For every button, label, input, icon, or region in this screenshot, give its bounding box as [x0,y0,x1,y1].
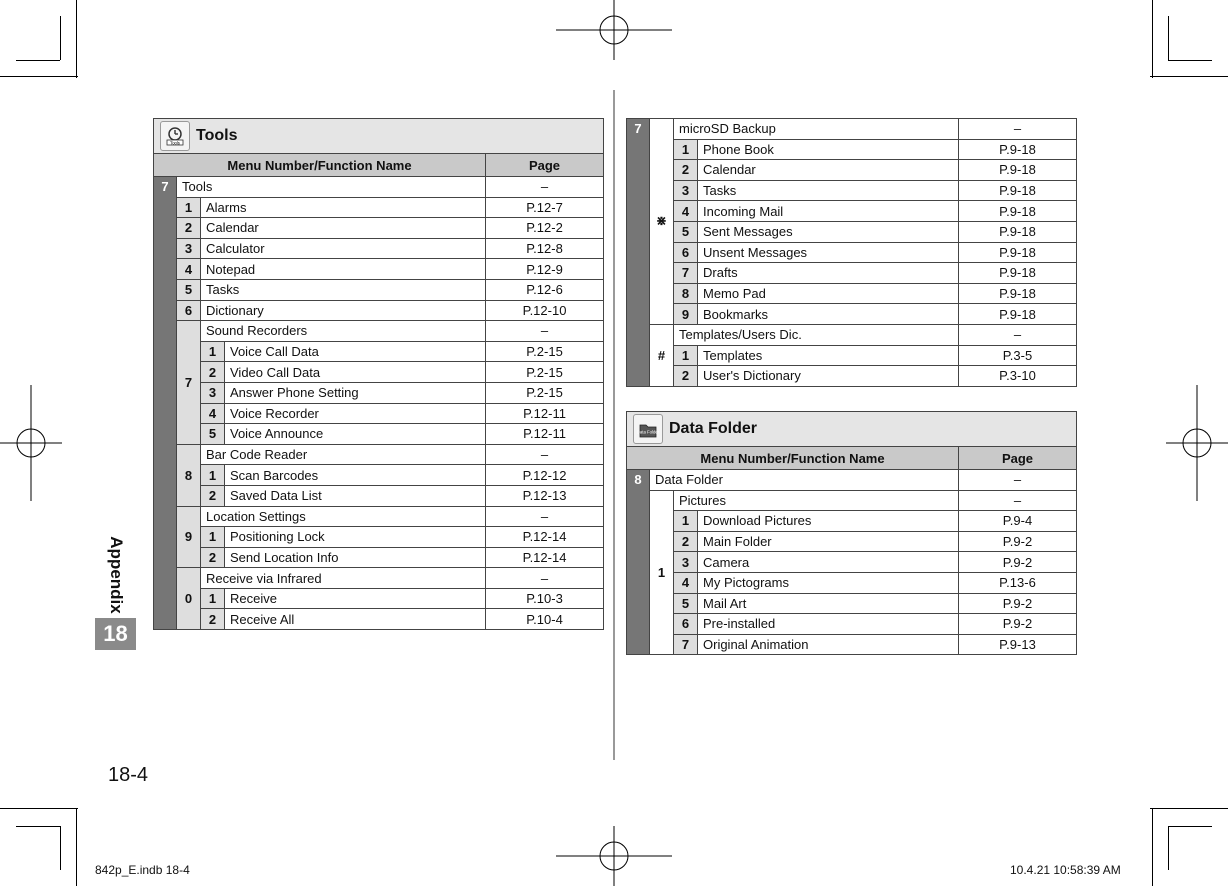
page-ref: P.12-13 [486,485,604,506]
page-ref: P.9-13 [959,634,1077,655]
menu-label: Receive All [225,609,486,630]
table-row [627,139,1077,160]
table-row [154,424,604,445]
page-ref: P.9-2 [959,614,1077,635]
table-row [154,547,604,568]
table-row [154,382,604,403]
page-ref: P.12-8 [486,238,604,259]
page-ref: P.9-2 [959,552,1077,573]
footer-file: 842p_E.indb 18-4 [95,863,190,877]
menu-number: 2 [201,362,225,383]
menu-number: 8 [177,444,201,506]
table-row [627,304,1077,325]
col-name-header: Menu Number/Function Name [627,447,959,470]
page-ref: – [959,119,1077,140]
table-row [154,177,604,198]
table-row [627,490,1077,511]
menu-label: Camera [698,552,959,573]
page-ref: P.2-15 [486,382,604,403]
page-ref: P.12-2 [486,218,604,239]
menu-label: Answer Phone Setting [225,382,486,403]
page-ref: P.9-18 [959,304,1077,325]
table-row [627,263,1077,284]
page-ref: P.3-10 [959,366,1077,387]
page-ref: P.9-18 [959,139,1077,160]
menu-label: Sound Recorders [201,321,486,342]
menu-number: 1 [674,511,698,532]
menu-label: Bar Code Reader [201,444,486,465]
menu-label: Unsent Messages [698,242,959,263]
table-row [154,485,604,506]
menu-number: 7 [627,119,650,387]
menu-number: 4 [177,259,201,280]
page-ref: P.12-9 [486,259,604,280]
table-row [154,362,604,383]
menu-number: 2 [201,547,225,568]
menu-label: Saved Data List [225,485,486,506]
menu-number: 1 [674,345,698,366]
menu-label: Calculator [201,238,486,259]
page-ref: P.9-18 [959,160,1077,181]
chapter-number: 18 [95,618,136,650]
table-row [154,279,604,300]
menu-label: User's Dictionary [698,366,959,387]
page-ref: P.10-3 [486,588,604,609]
page-ref: – [486,444,604,465]
col-page-header: Page [486,154,604,177]
table-row [627,324,1077,345]
page-ref: P.9-18 [959,242,1077,263]
menu-label: Bookmarks [698,304,959,325]
page-ref: P.12-14 [486,527,604,548]
page-ref: P.12-14 [486,547,604,568]
menu-label: Sent Messages [698,221,959,242]
data-folder-table [626,411,1077,655]
menu-number: 1 [201,465,225,486]
table-row [627,221,1077,242]
menu-label: Data Folder [650,470,959,491]
menu-label: My Pictograms [698,572,959,593]
table-row [627,552,1077,573]
menu-label: Drafts [698,263,959,284]
data-folder-title: Data Folder [669,420,758,437]
page-ref: P.9-18 [959,201,1077,222]
page-ref: P.3-5 [959,345,1077,366]
menu-number: 5 [674,593,698,614]
table-row [154,259,604,280]
menu-number: 6 [177,300,201,321]
table-row [627,531,1077,552]
table-row [154,609,604,630]
menu-number: 2 [674,160,698,181]
page-ref: P.10-4 [486,609,604,630]
table-row [154,321,604,342]
page-ref: P.2-15 [486,362,604,383]
menu-number: 1 [674,139,698,160]
menu-label: Mail Art [698,593,959,614]
menu-label: Phone Book [698,139,959,160]
menu-label: Voice Announce [225,424,486,445]
menu-label: Download Pictures [698,511,959,532]
table-row [627,160,1077,181]
page-ref: P.2-15 [486,341,604,362]
table-row [627,180,1077,201]
table-row [627,511,1077,532]
table-row [154,465,604,486]
menu-number: 8 [674,283,698,304]
menu-label: Scan Barcodes [225,465,486,486]
menu-label: Tools [177,177,486,198]
menu-number: ⋇ [650,119,674,325]
menu-number: 2 [177,218,201,239]
page-ref: – [486,321,604,342]
menu-number: 1 [201,527,225,548]
table-row [627,242,1077,263]
table-row [154,403,604,424]
table-row [154,238,604,259]
page-ref: P.12-6 [486,279,604,300]
menu-number: 5 [201,424,225,445]
table-row [627,470,1077,491]
menu-label: Incoming Mail [698,201,959,222]
page-ref: P.12-7 [486,197,604,218]
menu-number: 4 [674,572,698,593]
page-ref: P.9-2 [959,593,1077,614]
table-row [627,614,1077,635]
menu-label: Positioning Lock [225,527,486,548]
menu-label: microSD Backup [674,119,959,140]
menu-label: Video Call Data [225,362,486,383]
menu-number: 1 [650,490,674,655]
menu-number: 2 [674,531,698,552]
menu-number: 3 [201,382,225,403]
page-ref: P.12-11 [486,403,604,424]
svg-text:Tools: Tools [170,140,180,146]
menu-number: 6 [674,242,698,263]
table-row [627,345,1077,366]
menu-label: Send Location Info [225,547,486,568]
table-row [627,593,1077,614]
page-ref: – [959,470,1077,491]
menu-number: 7 [674,263,698,284]
data-folder-icon [633,414,663,444]
menu-number: 4 [674,201,698,222]
menu-number: 6 [674,614,698,635]
table-row [627,366,1077,387]
tools-cont-table [626,118,1077,387]
menu-number: 0 [177,568,201,630]
menu-number: 3 [674,180,698,201]
section-label: Appendix [107,536,126,614]
col-name-header: Menu Number/Function Name [154,154,486,177]
menu-number: # [650,324,674,386]
page-ref: P.12-10 [486,300,604,321]
table-row [154,527,604,548]
page-ref: – [486,177,604,198]
page-ref: P.9-2 [959,531,1077,552]
page-ref: – [959,324,1077,345]
menu-number: 5 [674,221,698,242]
table-row [154,341,604,362]
table-row [627,572,1077,593]
menu-label: Voice Recorder [225,403,486,424]
menu-number: 1 [201,341,225,362]
menu-label: Voice Call Data [225,341,486,362]
menu-label: Pictures [674,490,959,511]
page-ref: P.9-18 [959,180,1077,201]
menu-number: 2 [201,485,225,506]
table-row [154,218,604,239]
page-ref: P.13-6 [959,572,1077,593]
menu-label: Original Animation [698,634,959,655]
page-ref: – [959,490,1077,511]
menu-number: 9 [674,304,698,325]
table-row [154,568,604,589]
svg-text:Data Folder: Data Folder [637,429,659,435]
table-row [627,283,1077,304]
footer-timestamp: 10.4.21 10:58:39 AM [1010,863,1121,877]
menu-number: 3 [177,238,201,259]
page-ref: – [486,506,604,527]
page-ref: P.9-18 [959,283,1077,304]
col-page-header: Page [959,447,1077,470]
menu-label: Memo Pad [698,283,959,304]
menu-label: Receive via Infrared [201,568,486,589]
table-row [627,634,1077,655]
page-ref: – [486,568,604,589]
table-row [154,197,604,218]
menu-label: Main Folder [698,531,959,552]
menu-number: 1 [201,588,225,609]
menu-label: Calendar [201,218,486,239]
page-ref: P.9-18 [959,221,1077,242]
menu-number: 1 [177,197,201,218]
tools-title: Tools [196,127,238,144]
menu-number: 8 [627,470,650,655]
tools-icon [160,121,190,151]
menu-label: Templates/Users Dic. [674,324,959,345]
table-row [627,119,1077,140]
menu-label: Templates [698,345,959,366]
menu-number: 4 [201,403,225,424]
menu-label: Notepad [201,259,486,280]
table-row [154,506,604,527]
menu-number: 2 [201,609,225,630]
menu-number: 5 [177,279,201,300]
page-ref: P.12-11 [486,424,604,445]
menu-label: Tasks [698,180,959,201]
menu-label: Calendar [698,160,959,181]
menu-label: Dictionary [201,300,486,321]
table-row [154,444,604,465]
page-number: 18-4 [108,764,149,786]
menu-label: Receive [225,588,486,609]
page-ref: P.9-4 [959,511,1077,532]
table-row [154,300,604,321]
menu-number: 7 [154,177,177,630]
page-ref: P.12-12 [486,465,604,486]
tools-table [153,118,604,630]
menu-label: Location Settings [201,506,486,527]
table-row [627,201,1077,222]
menu-number: 2 [674,366,698,387]
menu-number: 7 [674,634,698,655]
menu-label: Alarms [201,197,486,218]
menu-number: 3 [674,552,698,573]
menu-label: Tasks [201,279,486,300]
page-ref: P.9-18 [959,263,1077,284]
table-row [154,588,604,609]
menu-number: 7 [177,321,201,445]
menu-label: Pre-installed [698,614,959,635]
menu-number: 9 [177,506,201,568]
